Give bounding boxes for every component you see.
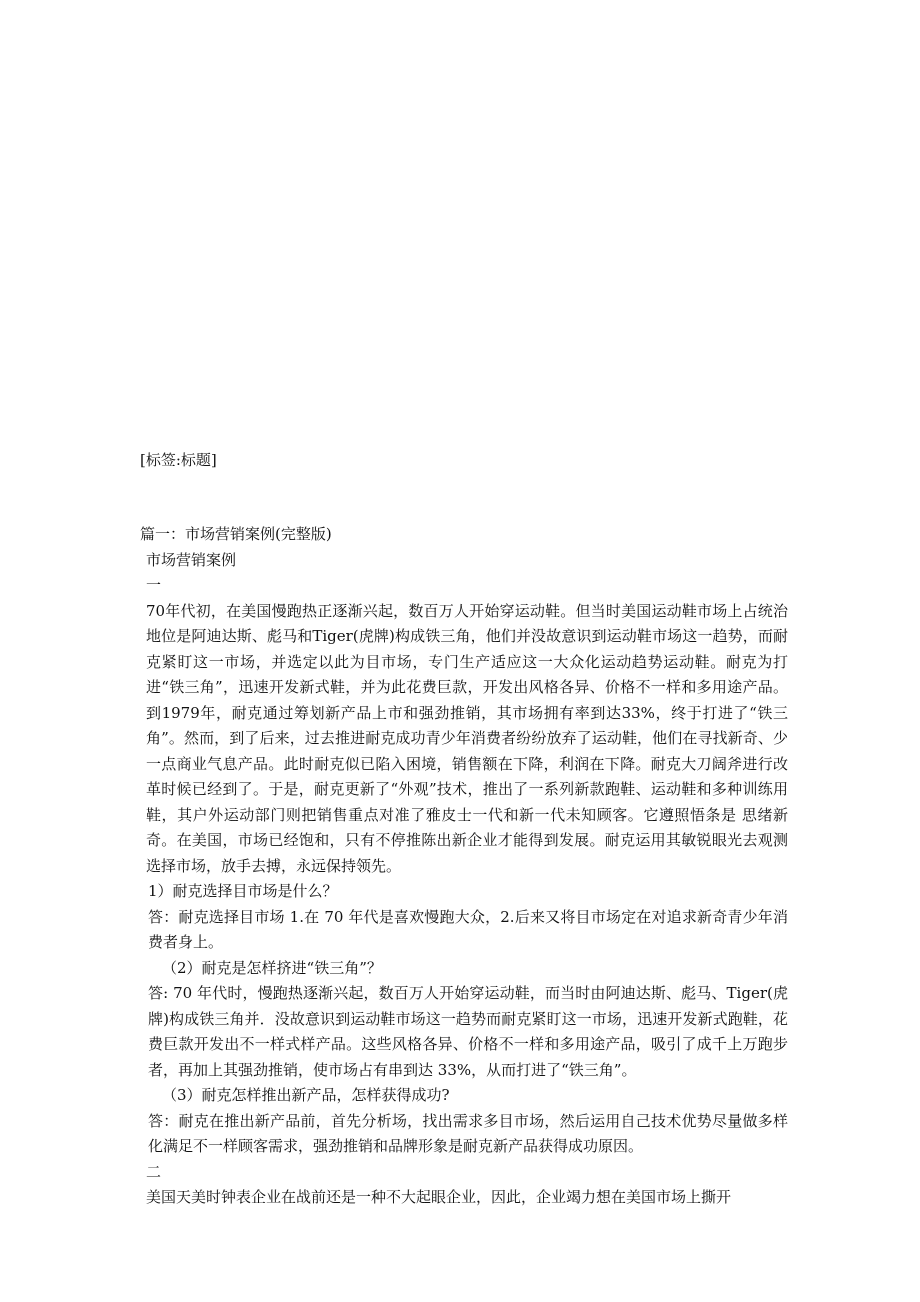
answer-2: 答: 70 年代时，慢跑热逐渐兴起，数百万人开始穿运动鞋，而当时由阿迪达斯、彪马、Tiger(虎牌)构成铁三角并．没故意识到运动鞋市场这一趋势而耐克紧盯这一市场，迅速开发新式跑鞋，花费巨款开发出不一样式样产品。这些风格各异、价格不一样和多用途产品，吸引了成千上万跑步者，再加上其强劲推销，使市场占有串到达 33%，从而打进了“铁三角”。: [148, 984, 788, 1079]
question-3: （3）耐克怎样推出新产品，怎样获得成功?: [162, 1086, 450, 1104]
part-marker-2: 二: [146, 1162, 162, 1181]
case1-paragraph: 70年代初，在美国慢跑热正逐渐兴起，数百万人开始穿运动鞋。但当时美国运动鞋市场上占统治地位是阿迪达斯、彪马和Tiger(虎牌)构成铁三角，他们并没故意识到运动鞋市场这一趋势，而耐克紧盯这一市场，并选定以此为目市场，专门生产适应这一大众化运动趋势运动鞋。耐克为打进“铁三角”，迅速开发新式鞋，并为此花费巨款，开发出风格各异、价格不一样和多用途产品。到1979年，耐克通过筹划新产品上市和强劲推销，其市场拥有率到达33%，终于打进了“铁三角”。然而，到了后来，过去推进耐克成功青少年消费者纷纷放弃了运动鞋，他们在寻找新奇、少一点商业气息产品。此时耐克似已陷入困境，销售额在下降，利润在下降。耐克大刀阔斧进行改革时候已经到了。于是，耐克更新了“外观”技术，推出了一系列新款跑鞋、运动鞋和多种训练用鞋，其户外运动部门则把销售重点对准了雅皮士一代和新一代未知顾客。它遵照悟条是 思绪新奇。在美国，市场已经饱和，只有不停推陈出新企业才能得到发展。耐克运用其敏锐眼光去观测选择市场，放手去搏，永远保持领先。: [146, 601, 788, 875]
answer-3: 答：耐克在推出新产品前，首先分析场，找出需求多目市场，然后运用自己技术优势尽量做多样化满足不一样顾客需求，强劲推销和品牌形象是耐克新产品获得成功原因。: [148, 1111, 788, 1155]
question-1: 1）耐克选择目市场是什么？: [148, 882, 338, 900]
question-2: （2）耐克是怎样挤进“铁三角”？: [162, 958, 382, 977]
case2-paragraph: 美国天美时钟表企业在战前还是一种不大起眼企业，因此，企业竭力想在美国市场上撕开: [146, 1188, 732, 1206]
answer-1: 答：耐克选择目市场 1.在 70 年代是喜欢慢跑大众，2.后来又将目市场定在对追求新奇青少年消费者身上。: [148, 907, 788, 951]
document-subtitle: 市场营销案例: [146, 550, 237, 569]
tag-line: [标签:标题]: [140, 451, 217, 469]
part-marker-1: 一: [146, 576, 162, 594]
section-title: 篇一：市场营销案例(完整版): [140, 525, 332, 543]
document-body: [140, 522, 788, 1211]
